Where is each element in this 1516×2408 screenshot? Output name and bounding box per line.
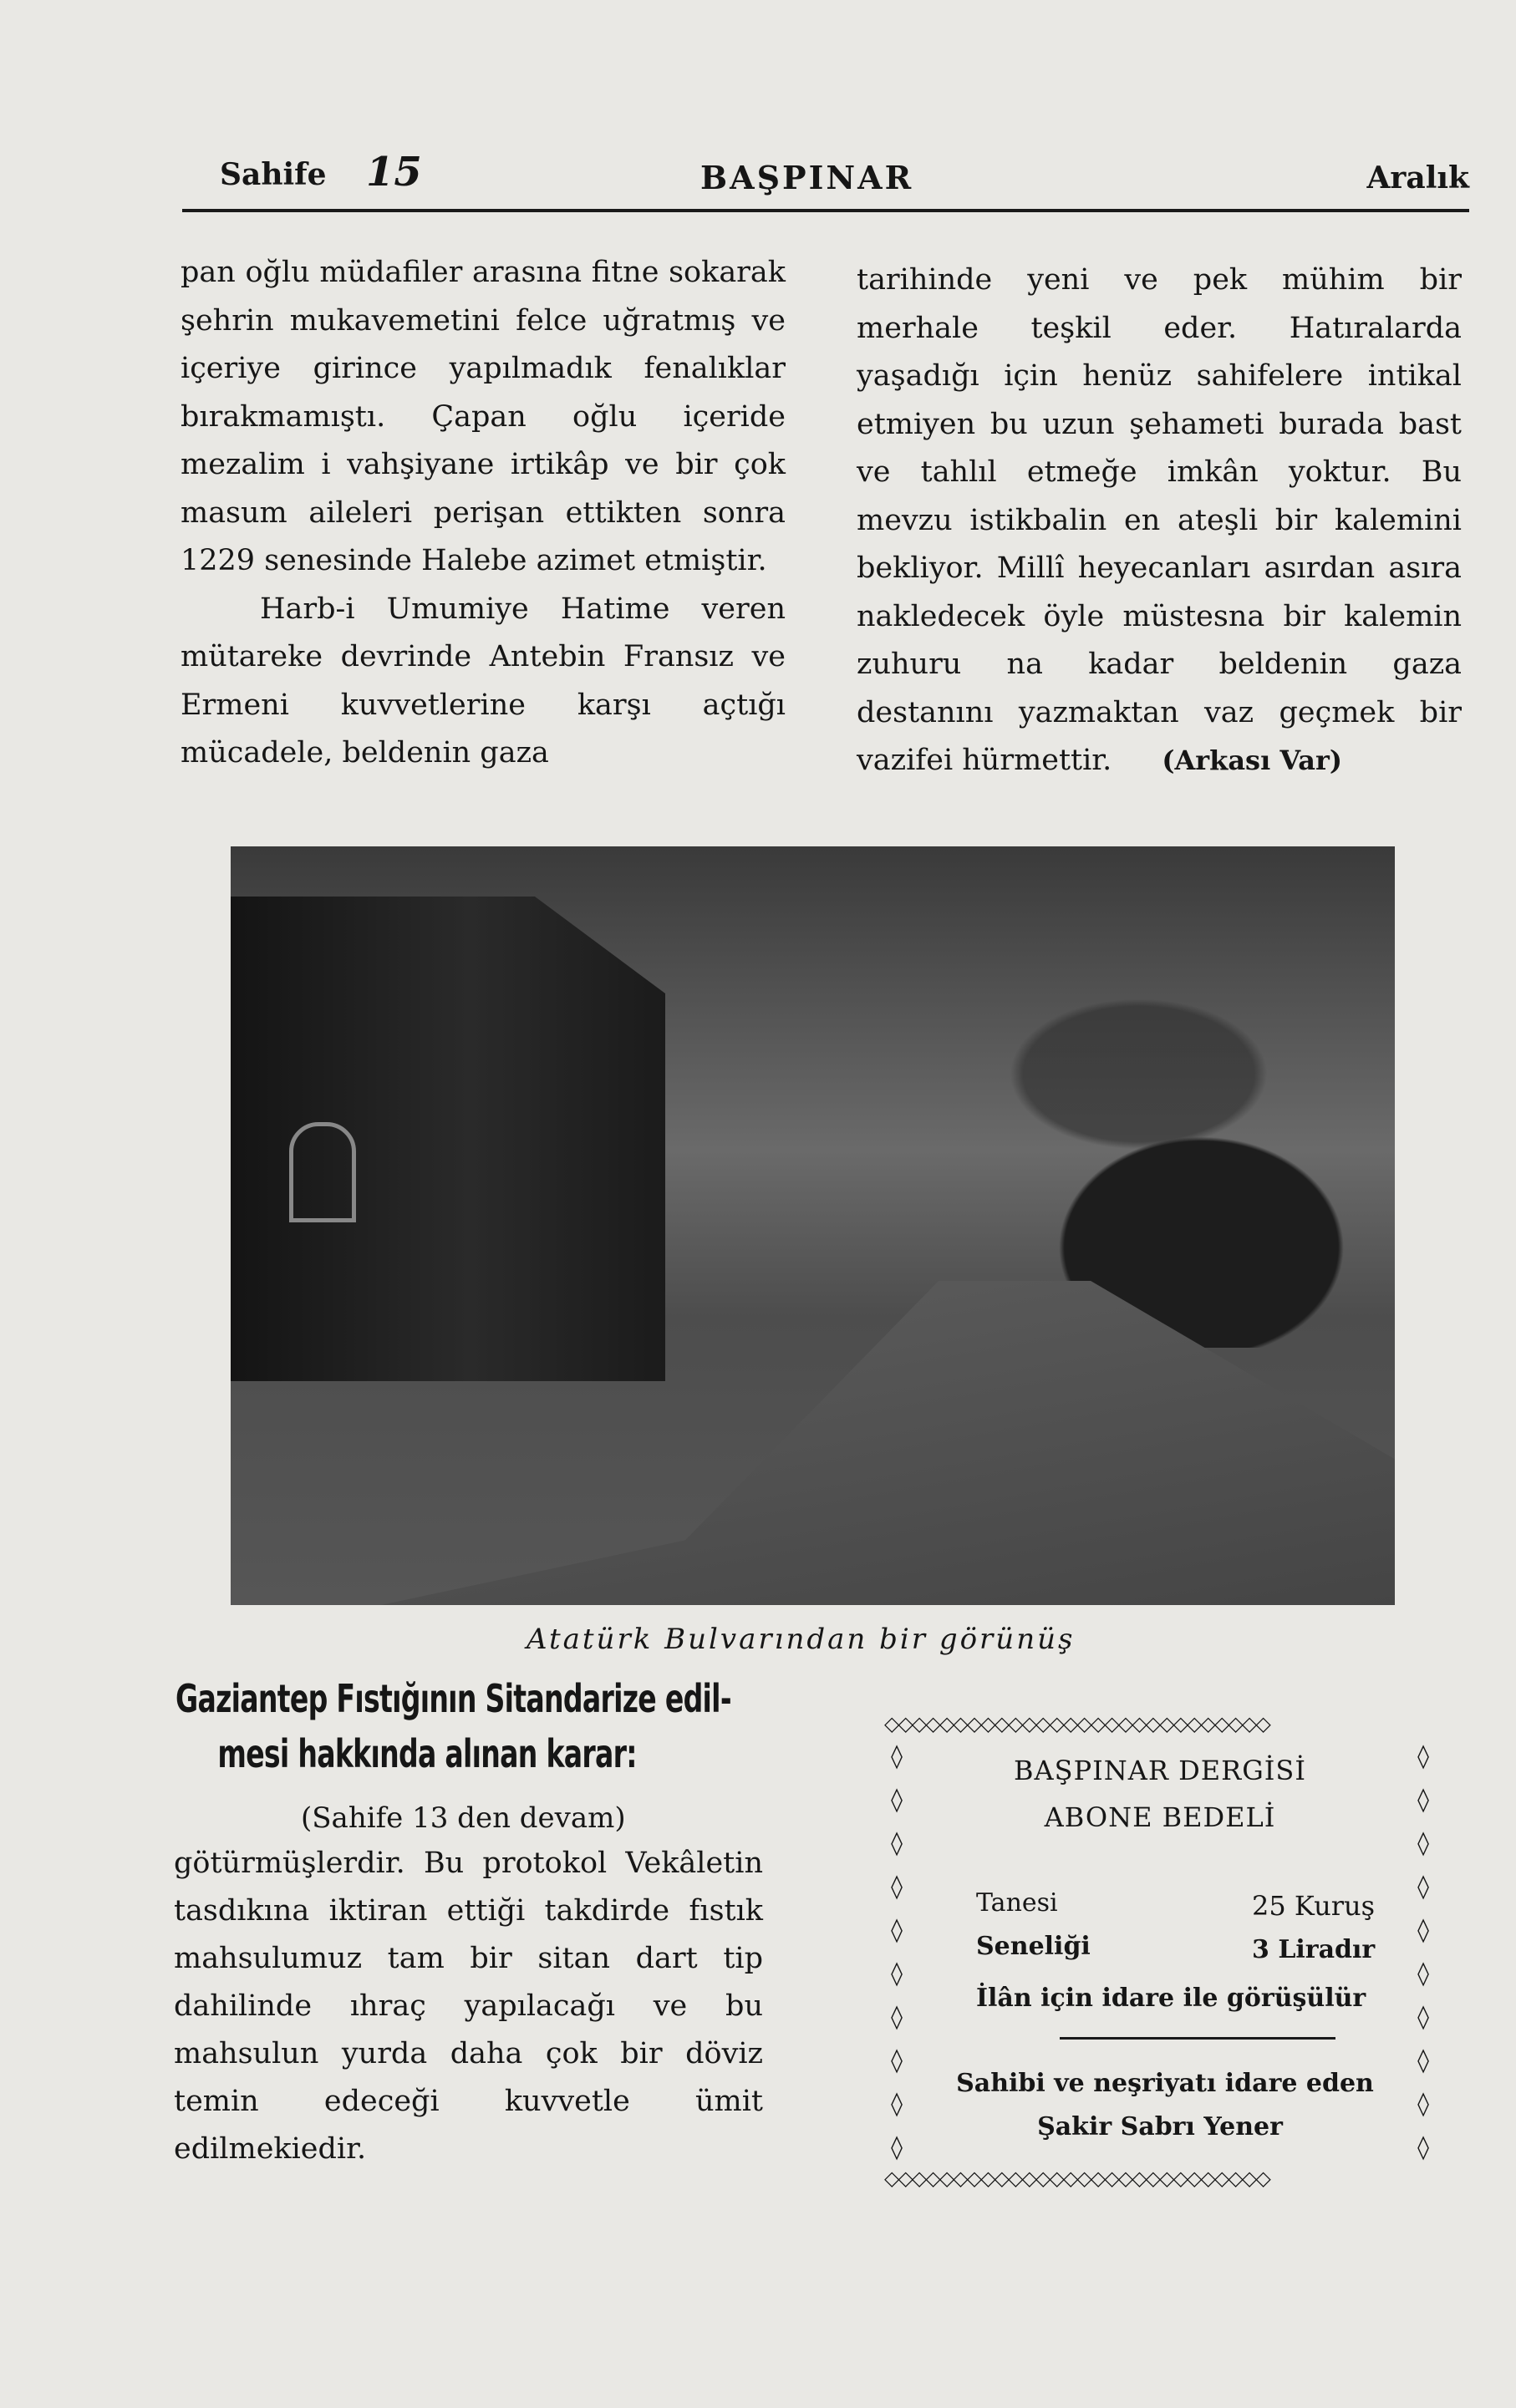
yearly-price-label: Seneliği bbox=[976, 1932, 1091, 1961]
street-photo bbox=[231, 846, 1395, 1605]
box-border-top: ◇◇◇◇◇◇◇◇◇◇◇◇◇◇◇◇◇◇◇◇◇◇◇◇◇◇◇◇ bbox=[884, 1713, 1269, 1735]
subscription-box bbox=[884, 1713, 1436, 2189]
left-text-column bbox=[181, 249, 786, 778]
single-price-label: Tanesi bbox=[976, 1888, 1058, 1918]
owner-name: Şakir Sabrı Yener bbox=[1037, 2112, 1283, 2141]
article-title-line-1: Gaziantep Fıstığının Sitandarize edil- bbox=[176, 1676, 731, 1721]
header-rule bbox=[182, 209, 1469, 212]
photo-window bbox=[289, 1122, 356, 1222]
photo-caption: Atatürk Bulvarından bir görünüş bbox=[527, 1623, 1076, 1656]
single-price-value: 25 Kuruş bbox=[1252, 1890, 1376, 1922]
box-border-left: ◊ ◊ ◊ ◊ ◊ ◊ ◊ ◊ ◊ ◊ bbox=[891, 1742, 903, 2161]
header-page-number: 15 bbox=[366, 149, 422, 196]
right-paragraph-1 bbox=[857, 257, 1462, 785]
header-page-label: Sahife bbox=[220, 157, 327, 192]
yearly-price-value: 3 Liradır bbox=[1252, 1935, 1376, 1964]
box-border-bottom: ◇◇◇◇◇◇◇◇◇◇◇◇◇◇◇◇◇◇◇◇◇◇◇◇◇◇◇◇ bbox=[884, 2167, 1269, 2189]
article-body bbox=[174, 1840, 763, 2173]
box-subtitle: ABONE BEDELİ bbox=[1044, 1801, 1276, 1833]
article-continued-from: (Sahife 13 den devam) bbox=[301, 1801, 626, 1835]
box-divider bbox=[1060, 2037, 1335, 2040]
continued-note: (Arkası Var) bbox=[1162, 744, 1342, 776]
box-border-right: ◊ ◊ ◊ ◊ ◊ ◊ ◊ ◊ ◊ ◊ bbox=[1417, 1742, 1429, 2161]
header-magazine-title: BAŞPINAR bbox=[700, 159, 914, 196]
owner-line: Sahibi ve neşriyatı idare eden bbox=[956, 2069, 1374, 2098]
article-title bbox=[176, 1671, 731, 1781]
right-text-column bbox=[857, 257, 1462, 785]
right-paragraph-text: tarihinde yeni ve pek mühim bir merhale teşkil eder. Hatıralarda yaşadığı için henüz sahifelere intikal etmiyen bu uzun şehameti burada bast ve tahlıl etmeğe imkân yoktur. Bu mevzu istikbalin en ateşli bir kalemini bekliyor. Millî heyecanları asırdan asıra nakledecek öyle müstesna bir kalemin zuhuru na kadar beldenin gaza destanını yazmaktan vaz geçmek bir vazifei hürmettir. bbox=[857, 263, 1462, 777]
article-title-line-2: mesi hakkında alınan karar: bbox=[217, 1731, 637, 1776]
box-title: BAŞPINAR DERGİSİ bbox=[1014, 1755, 1306, 1786]
ad-note: İlân için idare ile görüşülür bbox=[976, 1984, 1366, 2013]
left-paragraph-1: pan oğlu müdafiler arasına fitne sokarak şehrin mukavemetini felce uğratmış ve içeriye girince yapılmadık fenalıklar bırakmamıştı. Çapan oğlu içeride mezalim i vahşiyane irtikâp ve bir çok masum aileleri perişan ettikten sonra 1229 senesinde Halebe azimet etmiştir. bbox=[181, 256, 786, 577]
article-body-text: götürmüşlerdir. Bu protokol Vekâletin tasdıkına iktiran ettiği takdirde fıstık mahsulumuz tam bir sitan dart tip dahilinde ıhraç yapılacağı ve bu mahsulun yurda daha çok bir döviz temin edeceği kuvvetle ümit edilmekiedir. bbox=[174, 1847, 763, 2166]
left-paragraph-2: Harb-i Umumiye Hatime veren mütareke devrinde Antebin Fransız ve Ermeni kuvvetlerine karşı açtığı mücadele, beldenin gaza bbox=[181, 592, 786, 770]
page-header bbox=[182, 149, 1469, 216]
header-month: Aralık bbox=[1366, 160, 1469, 196]
